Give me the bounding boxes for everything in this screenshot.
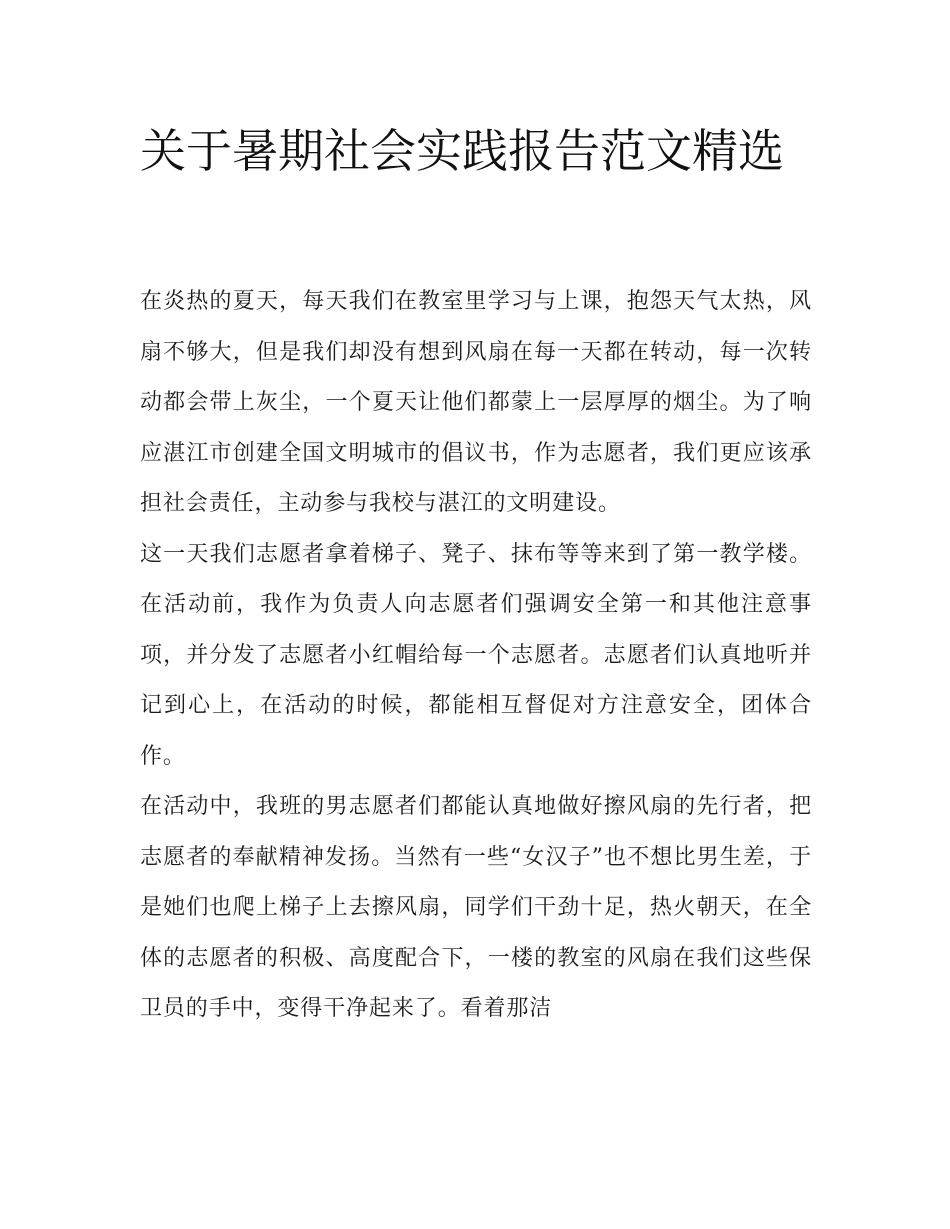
paragraph: 这一天我们志愿者拿着梯子、凳子、抹布等等来到了第一教学楼。在活动前，我作为负责人向志愿者们强调安全第一和其他注意事项，并分发了志愿者小红帽给每一个志愿者。志愿者们认真地听并记到心上，在活动的时候，都能相互督促对方注意安全，团体合作。 <box>140 541 812 769</box>
paragraph: 在活动中，我班的男志愿者们都能认真地做好擦风扇的先行者，把志愿者的奉献精神发扬。当然有一些“女汉子”也不想比男生差，于是她们也爬上梯子上去擦风扇，同学们干劲十足，热火朝天，在全体的志愿者的积极、高度配合下，一楼的教室的风扇在我们这些保卫员的手中，变得干净起来了。看着那洁 <box>140 794 812 1021</box>
document-body <box>140 277 812 1035</box>
paragraph: 在炎热的夏天，每天我们在教室里学习与上课，抱怨天气太热，风扇不够大，但是我们却没有想到风扇在每一天都在转动，每一次转动都会带上灰尘，一个夏天让他们都蒙上一层厚厚的烟尘。为了响应湛江市创建全国文明城市的倡议书，作为志愿者，我们更应该承担社会责任，主动参与我校与湛江的文明建设。 <box>140 289 812 516</box>
document-title: 关于暑期社会实践报告范文精选 <box>140 124 784 178</box>
